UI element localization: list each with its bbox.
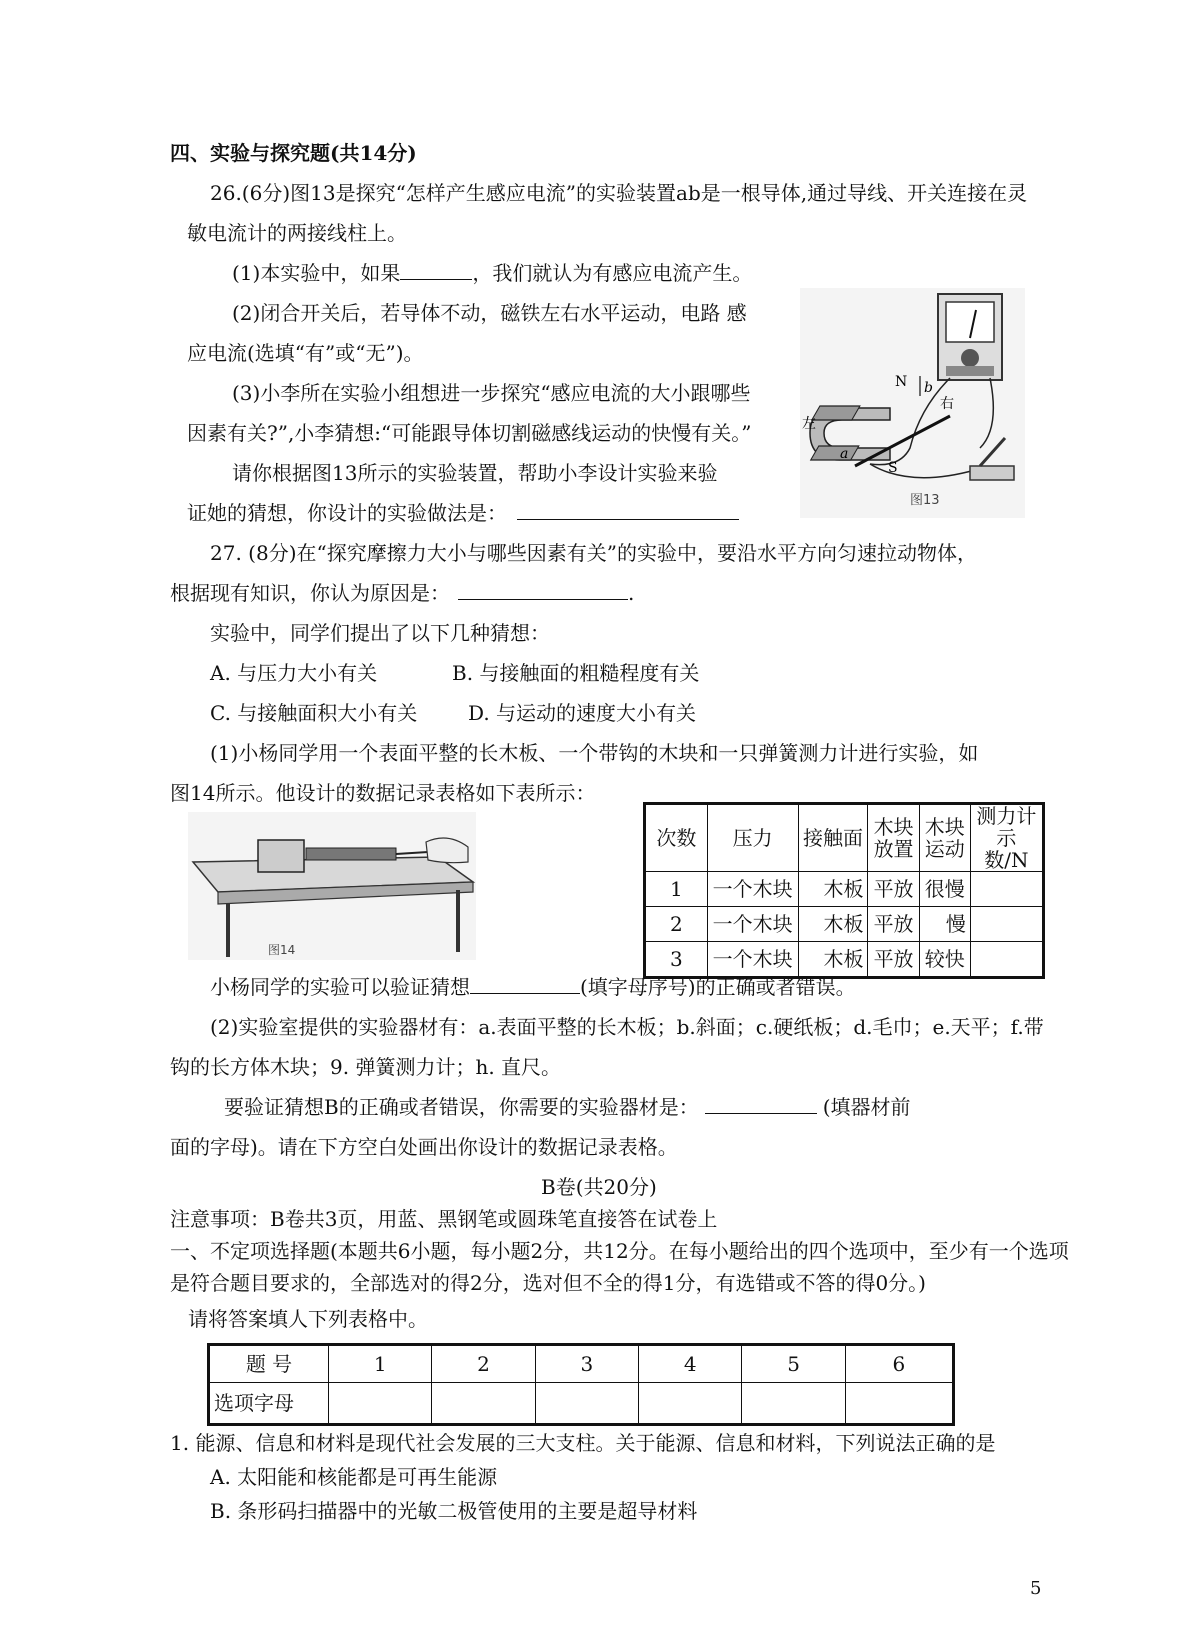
q27-part2-line1: (2)实验室提供的实验器材有：a.表面平整的长木板；b.斜面；c.硬纸板；d.毛巾；e.天平；f.带	[210, 1015, 1044, 1039]
section-heading: 四、实验与探究题(共14分)	[170, 141, 417, 165]
label-right: 右	[940, 396, 954, 412]
header-cell: 木块放置	[868, 804, 919, 872]
partB-q1-option-B: B. 条形码扫描器中的光敏二极管使用的主要是超导材料	[210, 1499, 698, 1523]
q26-part1-text-a: (1)本实验中，如果	[232, 261, 401, 285]
answer-table-number: 2	[432, 1345, 535, 1383]
switch-icon	[970, 466, 1014, 480]
table-cell: 2	[645, 907, 708, 942]
q27-part2-line4: 面的字母)。请在下方空白处画出你设计的数据记录表格。	[170, 1135, 678, 1159]
answer-table-number: 3	[535, 1345, 638, 1383]
partB-section1-line2: 是符合题目要求的，全部选对的得2分，选对但不全的得1分，有选错或不答的得0分。)	[170, 1271, 926, 1295]
answer-cell[interactable]	[329, 1383, 432, 1425]
header-cell: 压力	[707, 804, 798, 872]
header-cell: 接触面	[798, 804, 868, 872]
partB-title: B卷(共20分)	[541, 1175, 657, 1199]
table-cell: 慢	[919, 907, 970, 942]
answer-cell[interactable]	[639, 1383, 742, 1425]
answer-cell[interactable]	[742, 1383, 845, 1425]
record-table	[643, 802, 1045, 979]
label-left: 左	[802, 416, 816, 432]
q27-part2-line3	[224, 1092, 911, 1122]
answer-table	[207, 1343, 955, 1426]
q27-part2-line3-text-b: (填器材前	[822, 1095, 911, 1119]
q27-guess-D: D. 与运动的速度大小有关	[468, 701, 697, 725]
q27-part1-line1: (1)小杨同学用一个表面平整的长木板、一个带钩的木块和一只弹簧测力计进行实验，如	[210, 741, 979, 765]
table-cell[interactable]	[970, 872, 1043, 907]
wood-block-icon	[258, 840, 304, 872]
q27-intro-line1: 27. (8分)在“探究摩擦力大小与哪些因素有关”的实验中，要沿水平方向匀速拉动物体，	[210, 541, 977, 565]
q26-part1-text-b: ，我们就认为有感应电流产生。	[472, 261, 753, 285]
q26-part2-line2: 应电流(选填“有”或“无”)。	[187, 341, 424, 365]
q26-part1-blank[interactable]	[400, 259, 472, 280]
spring-scale-icon	[306, 848, 396, 860]
answer-cell[interactable]	[432, 1383, 535, 1425]
q26-part3-blank[interactable]	[517, 499, 739, 520]
q27-intro-line2-text: 根据现有知识，你认为原因是：	[170, 581, 450, 605]
figure-14-caption: 图14	[268, 943, 296, 957]
q26-part3-line3: 请你根据图13所示的实验装置，帮助小李设计实验来验	[232, 461, 718, 485]
q27-guess-intro: 实验中，同学们提出了以下几种猜想：	[210, 621, 550, 645]
figure-13-drawing	[800, 288, 1025, 518]
q26-intro-line1: 26.(6分)图13是探究“怎样产生感应电流”的实验装置ab是一根导体,通过导线、开关连接在灵	[210, 181, 1028, 205]
answer-table-label: 选项字母	[209, 1383, 329, 1425]
label-S: S	[888, 460, 898, 476]
table-cell[interactable]	[970, 907, 1043, 942]
label-b: b	[924, 380, 933, 396]
partB-notice: 注意事项：B卷共3页，用蓝、黑钢笔或圆珠笔直接答在试卷上	[170, 1207, 718, 1231]
table-row	[645, 872, 1044, 907]
q27-verify-blank[interactable]	[470, 973, 580, 994]
record-table-header-row	[645, 804, 1044, 872]
table-cell: 平放	[868, 907, 919, 942]
q26-part3-line4-text: 证她的猜想，你设计的实验做法是：	[187, 501, 507, 525]
answer-table-number: 4	[639, 1345, 742, 1383]
answer-table-number-row	[209, 1345, 954, 1383]
q27-verify-text-b: (填字母序号)的正确或者错误。	[580, 975, 856, 999]
q27-guess-B: B. 与接触面的粗糙程度有关	[452, 661, 700, 685]
table-cell: 较快	[919, 942, 970, 978]
table-cell: 平放	[868, 942, 919, 978]
table-cell: 一个木块	[707, 907, 798, 942]
answer-cell[interactable]	[845, 1383, 953, 1425]
q27-verify	[210, 972, 856, 1002]
q27-part2-line3-text-a: 要验证猜想B的正确或者错误，你需要的实验器材是：	[224, 1095, 699, 1119]
label-N: N	[895, 374, 908, 390]
header-cell: 木块运动	[919, 804, 970, 872]
page-number: 5	[1030, 1578, 1042, 1599]
answer-table-number: 6	[845, 1345, 953, 1383]
table-cell: 木板	[798, 872, 868, 907]
q26-part3-line1: (3)小李所在实验小组想进一步探究“感应电流的大小跟哪些	[232, 381, 751, 405]
q26-part3-line2: 因素有关?”,小李猜想:“可能跟导体切割磁感线运动的快慢有关。”	[187, 421, 752, 445]
table-cell: 一个木块	[707, 872, 798, 907]
q26-part2-line1: (2)闭合开关后，若导体不动，磁铁左右水平运动，电路 感	[232, 301, 747, 325]
q26-part3-line4	[187, 498, 739, 528]
q27-guess-A: A. 与压力大小有关	[210, 661, 378, 685]
partB-section1-line1: 一、不定项选择题(本题共6小题，每小题2分，共12分。在每小题给出的四个选项中，至少有一个选项	[170, 1239, 1069, 1263]
q27-verify-text-a: 小杨同学的实验可以验证猜想	[210, 975, 470, 999]
q27-part2-line2: 钩的长方体木块；9. 弹簧测力计；h. 直尺。	[170, 1055, 562, 1079]
header-cell: 测力计示数/N	[970, 804, 1043, 872]
q26-intro-line2: 敏电流计的两接线柱上。	[187, 221, 407, 245]
table-cell: 一个木块	[707, 942, 798, 978]
figure-14-drawing	[188, 812, 476, 960]
q27-intro-line2	[170, 578, 634, 608]
q26-part1	[232, 258, 752, 288]
table-cell: 很慢	[919, 872, 970, 907]
answer-table-label: 题 号	[209, 1345, 329, 1383]
label-a: a	[840, 446, 849, 462]
table-cell: 1	[645, 872, 708, 907]
table-cell: 木板	[798, 907, 868, 942]
table-cell: 木板	[798, 942, 868, 978]
answer-table-number: 5	[742, 1345, 845, 1383]
partB-q1-stem: 1. 能源、信息和材料是现代社会发展的三大支柱。关于能源、信息和材料，下列说法正确的是	[170, 1431, 996, 1455]
partB-fill-hint: 请将答案填人下列表格中。	[188, 1307, 428, 1331]
hand-icon	[426, 838, 468, 863]
table-cell[interactable]	[970, 942, 1043, 978]
partB-q1-option-A: A. 太阳能和核能都是可再生能源	[210, 1465, 498, 1489]
answer-table-number: 1	[329, 1345, 432, 1383]
table-cell: 平放	[868, 872, 919, 907]
header-cell: 次数	[645, 804, 708, 872]
q27-reason-blank[interactable]	[458, 579, 628, 600]
table-row	[645, 907, 1044, 942]
answer-table-answer-row	[209, 1383, 954, 1425]
q27-guess-C: C. 与接触面积大小有关	[210, 701, 418, 725]
figure-13-caption: 图13	[910, 493, 940, 508]
figure-13	[800, 288, 1025, 518]
figure-14	[188, 812, 476, 960]
q27-part1-line2: 图14所示。他设计的数据记录表格如下表所示：	[170, 781, 596, 805]
q27-intro-end: .	[628, 581, 635, 605]
q27-equipment-blank[interactable]	[705, 1093, 817, 1114]
table-cell: 3	[645, 942, 708, 978]
answer-cell[interactable]	[535, 1383, 638, 1425]
